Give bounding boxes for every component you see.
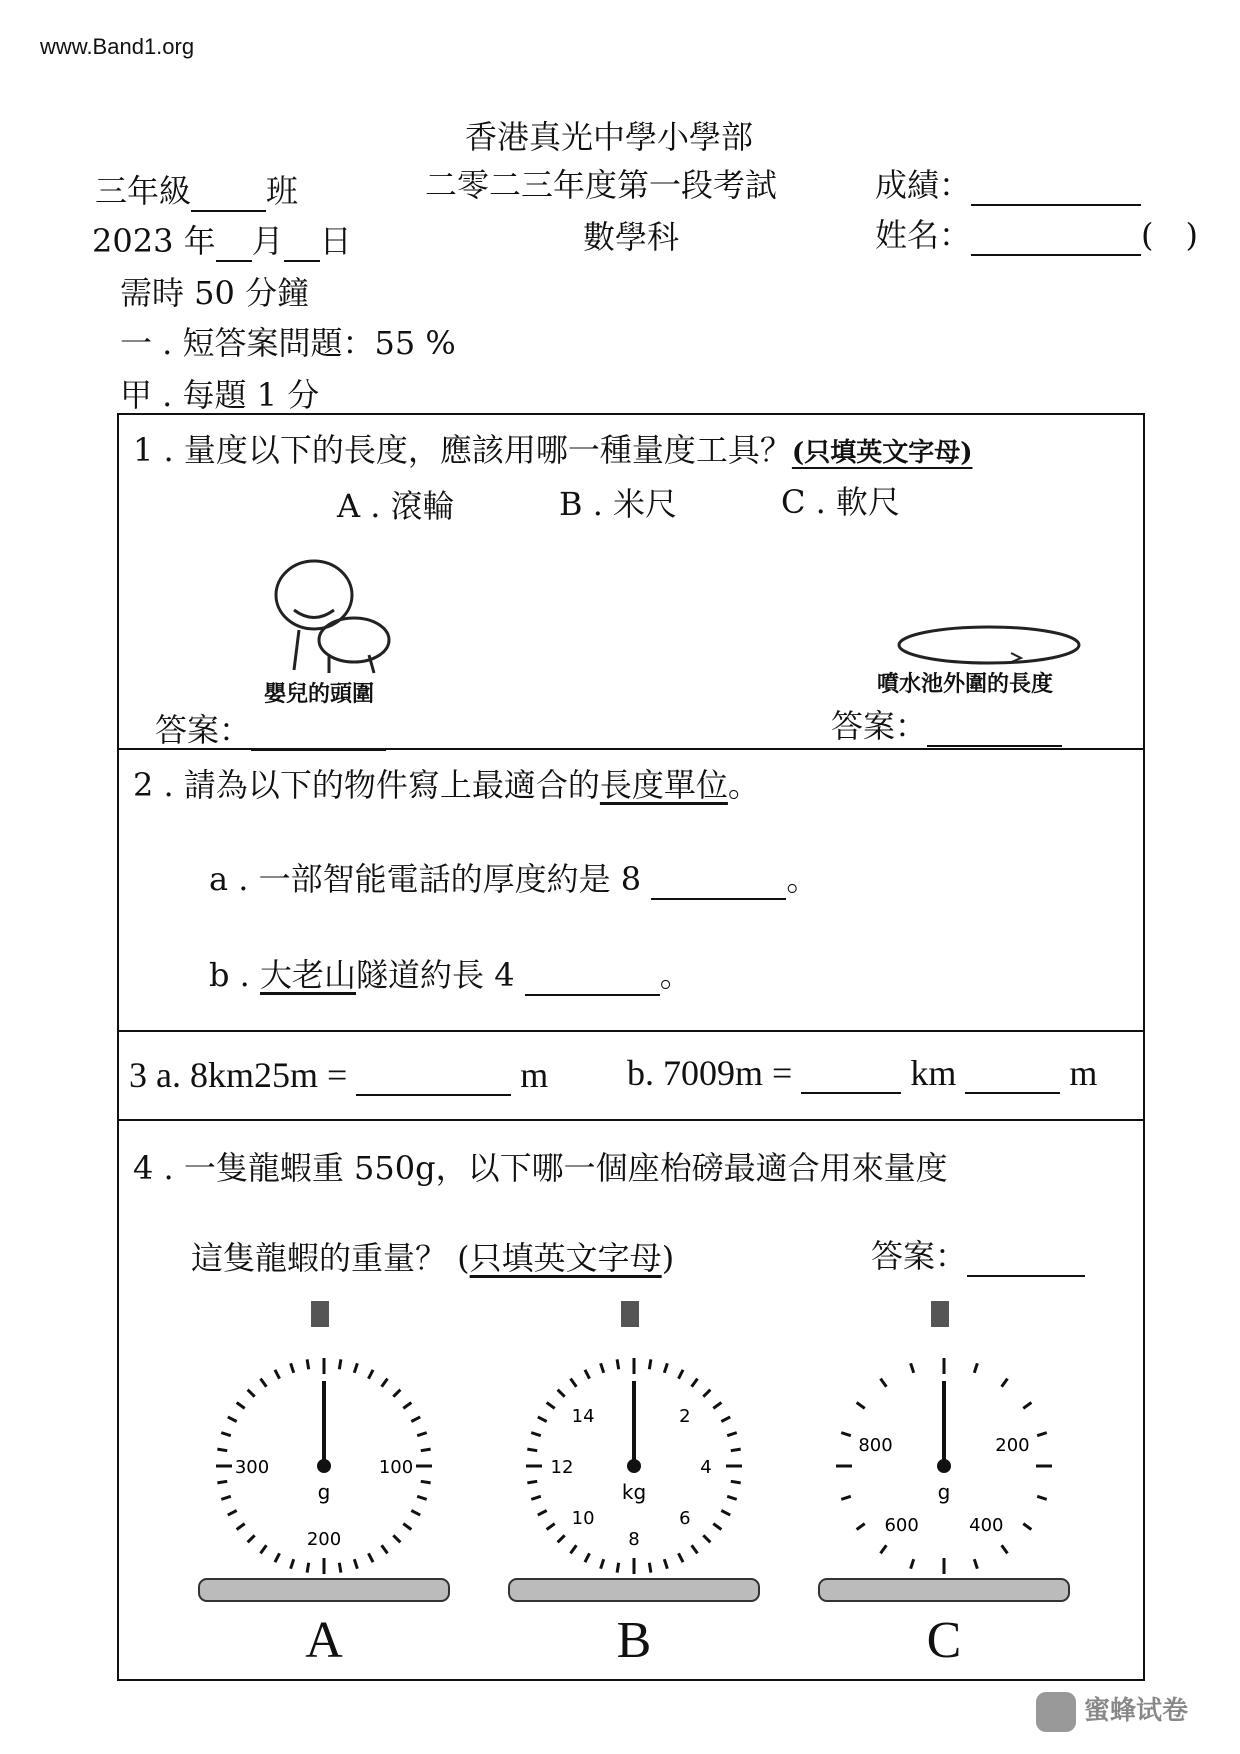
option-a: A . 滾輪 bbox=[337, 487, 455, 525]
scale-stem bbox=[311, 1301, 329, 1327]
dial-tick bbox=[585, 1553, 590, 1562]
q1-answer-left[interactable]: 答案： bbox=[155, 705, 386, 751]
dial-tick bbox=[721, 1417, 730, 1422]
dial-tick bbox=[354, 1559, 357, 1569]
score-field: 成績： bbox=[875, 160, 1141, 206]
dial-tick bbox=[703, 1535, 710, 1542]
dial-tick bbox=[911, 1363, 914, 1373]
dial-tick bbox=[275, 1553, 280, 1562]
dial-label: 800 bbox=[858, 1434, 893, 1456]
dial-tick bbox=[354, 1363, 357, 1373]
question-1 bbox=[117, 413, 1145, 750]
dial-tick bbox=[713, 1524, 721, 1530]
dial-tick bbox=[585, 1370, 590, 1379]
dial-label: 200 bbox=[306, 1529, 342, 1550]
dial-label: 6 bbox=[679, 1507, 691, 1529]
question-4 bbox=[117, 1119, 1145, 1681]
dial-tick bbox=[275, 1370, 280, 1379]
scale-letter: A bbox=[305, 1612, 343, 1669]
dial-tick bbox=[248, 1390, 255, 1397]
dial-tick bbox=[382, 1545, 388, 1553]
q4-line2: 這隻龍蝦的重量？ (只填英文字母) bbox=[191, 1239, 675, 1277]
scale-letter: C bbox=[926, 1612, 962, 1669]
dial-tick bbox=[221, 1433, 231, 1436]
grade-class: 三年級 班 bbox=[95, 172, 299, 210]
dial-tick bbox=[417, 1496, 427, 1499]
bottom-watermark: 蜜蜂试卷 bbox=[1036, 1690, 1188, 1732]
dial-tick bbox=[1002, 1545, 1008, 1553]
dial-pivot bbox=[937, 1459, 951, 1473]
scale-base bbox=[199, 1579, 449, 1601]
scale-dial bbox=[499, 1301, 769, 1611]
dial-tick bbox=[1037, 1496, 1047, 1499]
dial-tick bbox=[678, 1370, 683, 1379]
dial-tick bbox=[881, 1545, 887, 1553]
dial-tick bbox=[731, 1481, 741, 1483]
question-3 bbox=[117, 1030, 1145, 1121]
scale-b bbox=[499, 1301, 769, 1670]
dial-tick bbox=[411, 1510, 420, 1515]
exam-title: 二零二三年度第一段考試 bbox=[425, 166, 778, 204]
name-field: 姓名： ( ) bbox=[875, 216, 1198, 254]
dial-tick bbox=[678, 1553, 683, 1562]
dial-tick bbox=[692, 1379, 698, 1387]
q4-answer[interactable]: 答案： bbox=[871, 1231, 1085, 1277]
logo-icon bbox=[1036, 1692, 1076, 1732]
dial-tick bbox=[237, 1524, 245, 1530]
dial-tick bbox=[547, 1524, 555, 1530]
option-b: B . 米尺 bbox=[559, 485, 678, 523]
dial-tick bbox=[617, 1563, 619, 1573]
dial-label: 4 bbox=[700, 1457, 712, 1478]
dial-tick bbox=[368, 1370, 373, 1379]
dial-label: 10 bbox=[571, 1507, 595, 1529]
dial-tick bbox=[411, 1417, 420, 1422]
dial-tick bbox=[527, 1481, 537, 1483]
scale-dial bbox=[189, 1301, 459, 1611]
dial-tick bbox=[1023, 1524, 1031, 1530]
q3b[interactable]: b. 7009m = km m bbox=[627, 1053, 1098, 1093]
dial-label: 600 bbox=[884, 1515, 919, 1537]
dial-tick bbox=[393, 1535, 400, 1542]
dial-tick bbox=[403, 1524, 411, 1530]
dial-label: 14 bbox=[571, 1406, 595, 1428]
scale-dial bbox=[809, 1301, 1079, 1611]
dial-tick bbox=[692, 1545, 698, 1553]
dial-label: 400 bbox=[969, 1515, 1004, 1537]
dial-tick bbox=[1023, 1403, 1031, 1409]
q2b[interactable]: b . 大老山隧道約長 4 。 bbox=[209, 956, 692, 994]
q1-text: 1 . 量度以下的長度，應該用哪一種量度工具？(只填英文字母) bbox=[133, 431, 973, 469]
dial-tick bbox=[571, 1545, 577, 1553]
dial-tick bbox=[713, 1403, 721, 1409]
dial-tick bbox=[571, 1379, 577, 1387]
q2-text: 2 . 請為以下的物件寫上最適合的長度單位。 bbox=[133, 766, 760, 804]
dial-tick bbox=[261, 1545, 267, 1553]
duration: 需時 50 分鐘 bbox=[120, 274, 310, 312]
dial-tick bbox=[841, 1433, 851, 1436]
dial-tick bbox=[727, 1433, 737, 1436]
baby-caption: 嬰兒的頭圍 bbox=[264, 681, 375, 707]
dial-label: 2 bbox=[679, 1406, 691, 1428]
q3a[interactable]: 3 a. 8km25m = m bbox=[129, 1055, 549, 1095]
subject: 數學科 bbox=[583, 218, 680, 256]
dial-tick bbox=[217, 1449, 227, 1451]
dial-tick bbox=[228, 1510, 237, 1515]
section-title: 一 . 短答案問題：55 % bbox=[120, 324, 456, 362]
q1-answer-right[interactable]: 答案： bbox=[831, 701, 1062, 747]
dial-tick bbox=[974, 1363, 977, 1373]
dial-label: 100 bbox=[378, 1457, 414, 1478]
dial-tick bbox=[601, 1559, 604, 1569]
dial-unit: g bbox=[937, 1480, 951, 1504]
dial-tick bbox=[538, 1510, 547, 1515]
dial-tick bbox=[291, 1559, 294, 1569]
dial-tick bbox=[261, 1379, 267, 1387]
dial-label: 200 bbox=[995, 1434, 1030, 1456]
dial-unit: g bbox=[317, 1480, 331, 1504]
dial-tick bbox=[558, 1390, 565, 1397]
dial-tick bbox=[664, 1559, 667, 1569]
dial-tick bbox=[217, 1481, 227, 1483]
dial-label: 12 bbox=[550, 1457, 574, 1478]
dial-pivot bbox=[317, 1459, 331, 1473]
dial-tick bbox=[649, 1359, 651, 1369]
scale-letter: B bbox=[616, 1612, 652, 1669]
dial-tick bbox=[403, 1403, 411, 1409]
dial-tick bbox=[881, 1379, 887, 1387]
dial-tick bbox=[531, 1433, 541, 1436]
dial-tick bbox=[727, 1496, 737, 1499]
dial-tick bbox=[368, 1553, 373, 1562]
dial-tick bbox=[558, 1535, 565, 1542]
dial-tick bbox=[1037, 1433, 1047, 1436]
dial-pivot bbox=[627, 1459, 641, 1473]
dial-tick bbox=[307, 1359, 309, 1369]
scale-base bbox=[819, 1579, 1069, 1601]
dial-tick bbox=[307, 1563, 309, 1573]
dial-tick bbox=[649, 1563, 651, 1573]
scale-c bbox=[809, 1301, 1079, 1670]
dial-tick bbox=[721, 1510, 730, 1515]
scale-stem bbox=[931, 1301, 949, 1327]
q4-line1: 4 . 一隻龍蝦重 550g，以下哪一個座枱磅最適合用來量度 bbox=[133, 1149, 948, 1187]
dial-label: 8 bbox=[628, 1529, 640, 1550]
dial-tick bbox=[221, 1496, 231, 1499]
dial-tick bbox=[1002, 1379, 1008, 1387]
dial-tick bbox=[339, 1359, 341, 1369]
dial-tick bbox=[664, 1363, 667, 1373]
dial-tick bbox=[527, 1449, 537, 1451]
dial-unit: kg bbox=[621, 1480, 647, 1504]
fountain-illustration bbox=[889, 615, 1089, 675]
question-2 bbox=[117, 748, 1145, 1032]
dial-tick bbox=[291, 1363, 294, 1373]
dial-tick bbox=[538, 1417, 547, 1422]
dial-tick bbox=[248, 1535, 255, 1542]
school-name: 香港真光中學小學部 bbox=[465, 118, 754, 156]
fountain-caption: 噴水池外圍的長度 bbox=[877, 671, 1054, 697]
dial-tick bbox=[974, 1559, 977, 1569]
site-watermark: www.Band1.org bbox=[40, 34, 195, 59]
date-field: 2023 年 月 日 bbox=[92, 222, 352, 260]
scale-a bbox=[189, 1301, 459, 1670]
dial-tick bbox=[237, 1403, 245, 1409]
dial-tick bbox=[857, 1524, 865, 1530]
dial-tick bbox=[393, 1390, 400, 1397]
option-c: C . 軟尺 bbox=[781, 483, 901, 521]
dial-label: 300 bbox=[234, 1457, 270, 1478]
dial-tick bbox=[421, 1481, 431, 1483]
scale-base bbox=[509, 1579, 759, 1601]
dial-tick bbox=[421, 1449, 431, 1451]
baby-illustration bbox=[259, 555, 399, 675]
dial-tick bbox=[731, 1449, 741, 1451]
dial-tick bbox=[601, 1363, 604, 1373]
dial-tick bbox=[617, 1359, 619, 1369]
dial-tick bbox=[703, 1390, 710, 1397]
dial-tick bbox=[547, 1403, 555, 1409]
scale-stem bbox=[621, 1301, 639, 1327]
dial-tick bbox=[841, 1496, 851, 1499]
dial-tick bbox=[911, 1559, 914, 1569]
dial-tick bbox=[228, 1417, 237, 1422]
dial-tick bbox=[531, 1496, 541, 1499]
q2a[interactable]: a . 一部智能電話的厚度約是 8 。 bbox=[209, 860, 819, 898]
dial-tick bbox=[417, 1433, 427, 1436]
subsection-title: 甲 . 每題 1 分 bbox=[120, 376, 320, 414]
dial-tick bbox=[857, 1403, 865, 1409]
dial-tick bbox=[339, 1563, 341, 1573]
dial-tick bbox=[382, 1379, 388, 1387]
